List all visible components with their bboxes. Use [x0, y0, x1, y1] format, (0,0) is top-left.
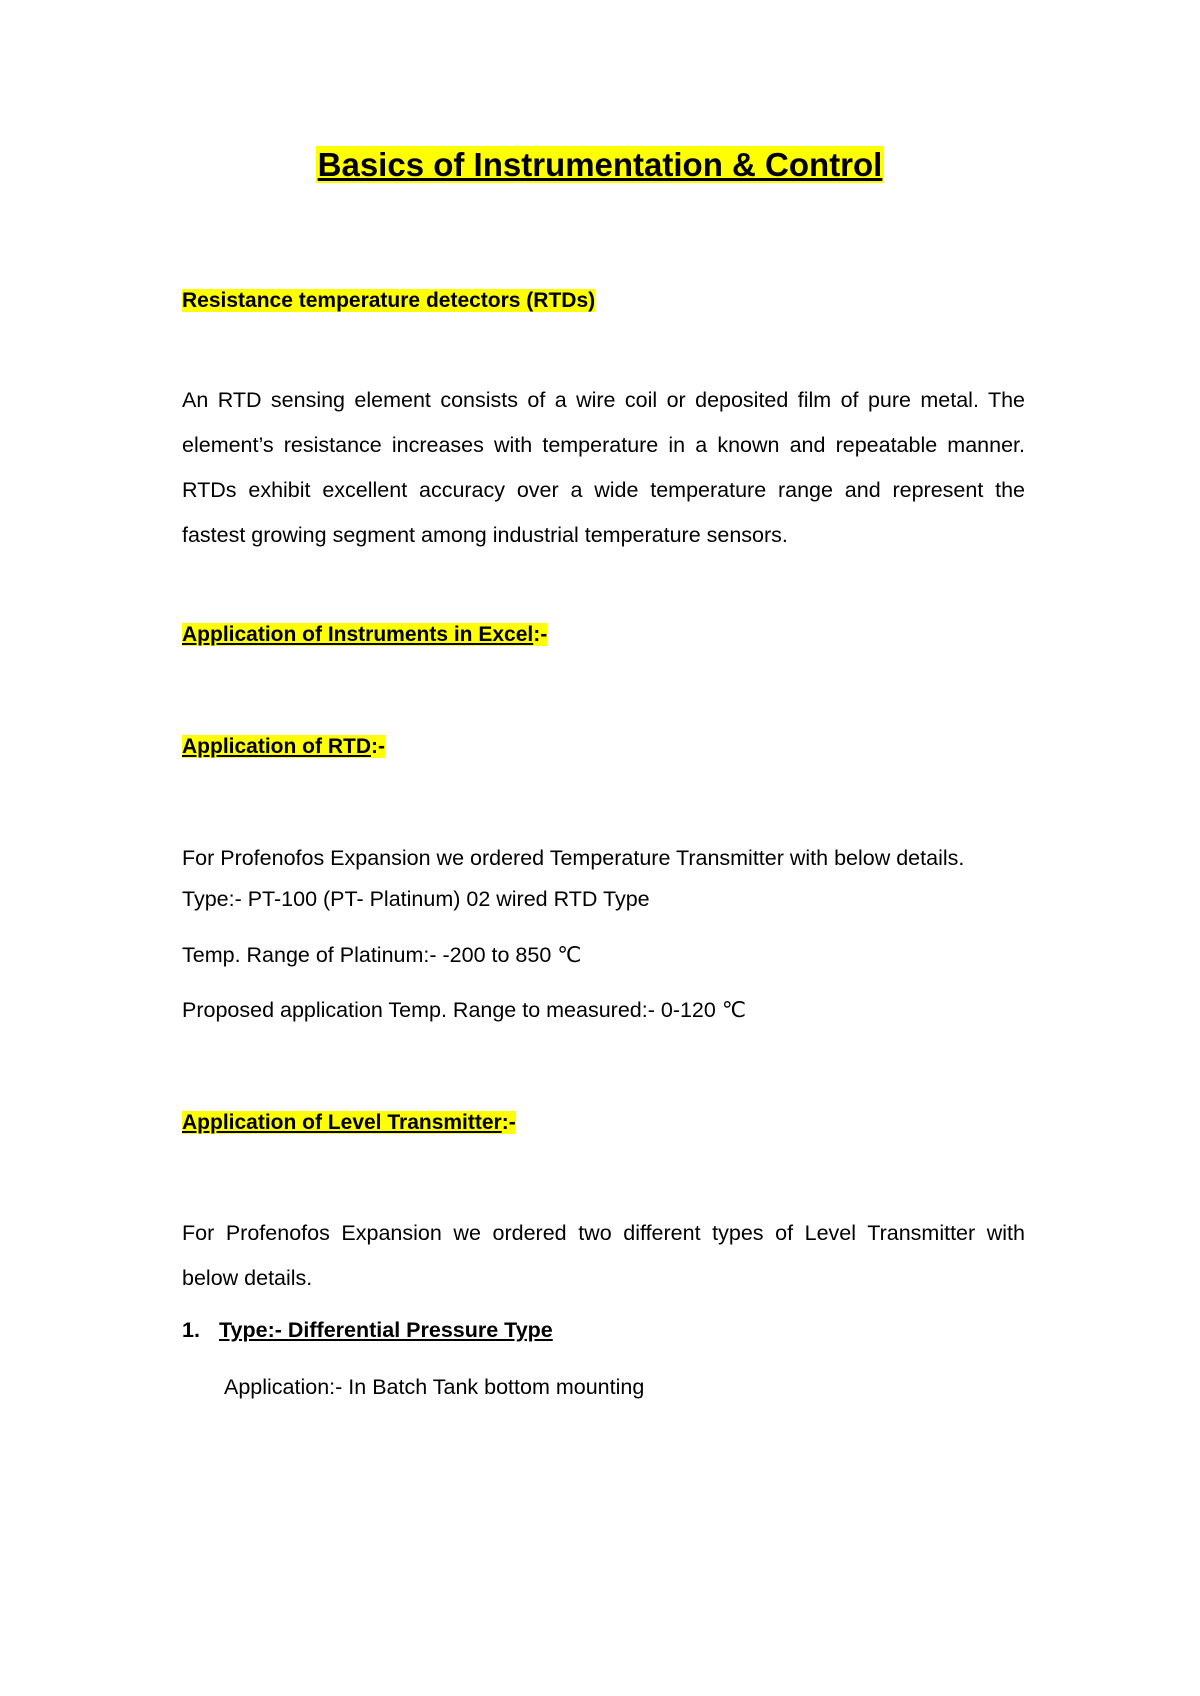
rtd-description: An RTD sensing element consists of a wire coil or deposited film of pure metal. The element’s resistance increases with temperature in a known and repeatable manner. RTDs exhibit excellent accuracy over a wide temperature range and represent the fastest growing segment among industrial temperature sensors. — [182, 388, 1025, 547]
page-title-text: Basics of Instrumentation & Control — [317, 146, 883, 183]
list-item-1-number: 1. — [182, 1318, 200, 1342]
level-application-heading-text: Application of Level Transmitter — [182, 1111, 502, 1134]
rtd-range-line: Temp. Range of Platinum:- -200 to 850 ℃ — [182, 943, 582, 967]
list-item-1-label: Type:- Differential Pressure Type — [219, 1318, 553, 1342]
rtd-proposed-line: Proposed application Temp. Range to measured:- 0-120 ℃ — [182, 998, 746, 1022]
rtd-type-line: Type:- PT-100 (PT- Platinum) 02 wired RTD Type — [182, 887, 650, 911]
level-application-heading — [182, 1111, 516, 1135]
heading-suffix: :- — [370, 735, 385, 758]
rtd-heading — [182, 289, 595, 313]
heading-suffix: :- — [501, 1111, 516, 1134]
rtd-application-heading-text: Application of RTD — [182, 735, 371, 758]
instruments-application-heading — [182, 623, 547, 647]
heading-suffix: :- — [533, 623, 548, 646]
list-item-1 — [182, 1318, 553, 1343]
rtd-heading-text: Resistance temperature detectors (RTDs) — [182, 289, 596, 312]
level-description: For Profenofos Expansion we ordered two different types of Level Transmitter with below details. — [182, 1221, 1025, 1290]
rtd-application-heading — [182, 735, 385, 759]
page-title — [0, 146, 1200, 184]
list-item-1-application: Application:- In Batch Tank bottom mounting — [224, 1375, 645, 1399]
rtd-order-line: For Profenofos Expansion we ordered Temperature Transmitter with below details. — [182, 846, 965, 870]
instruments-application-heading-text: Application of Instruments in Excel — [182, 623, 534, 646]
